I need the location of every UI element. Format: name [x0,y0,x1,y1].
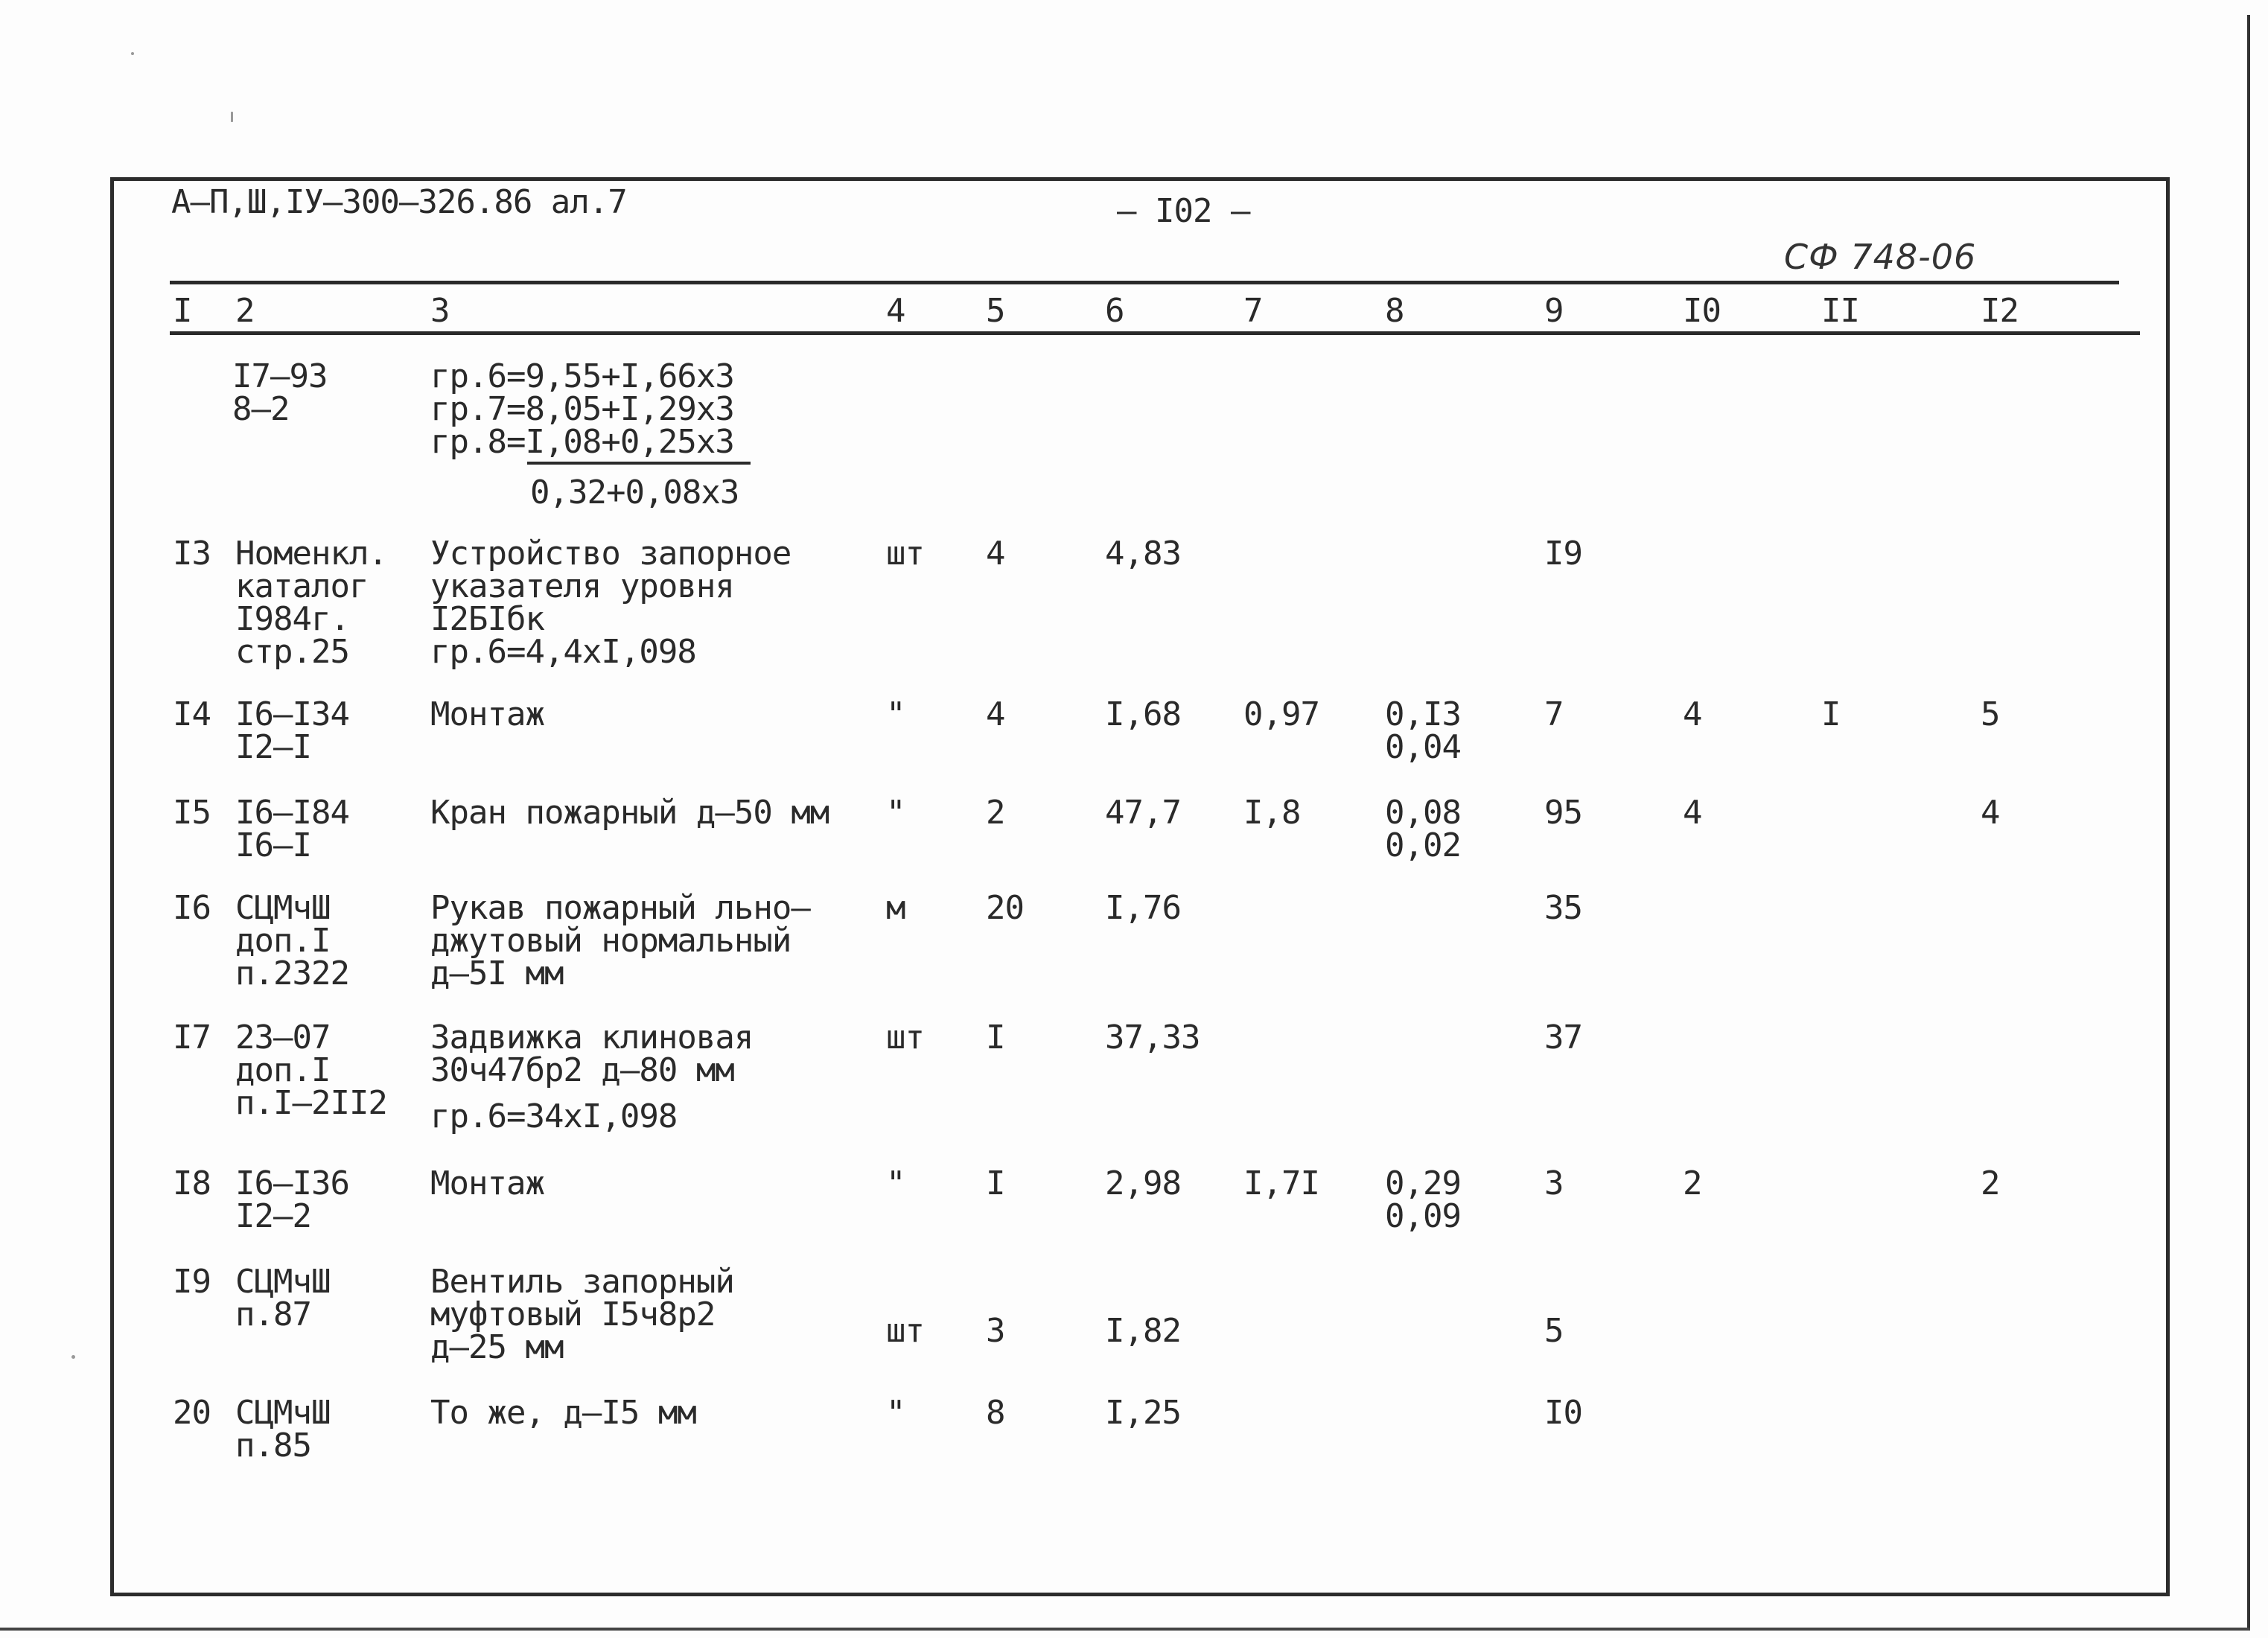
col-9: 3 [1544,1164,1564,1202]
norm-code: СЦМчШ п.85 [235,1394,331,1465]
norm-code: 23–07 доп.I п.I–2II2 [235,1019,387,1122]
column-header-7: 7 [1243,292,1263,330]
col-6: 47,7 [1105,794,1181,832]
description: Монтаж [430,695,544,733]
cont-formula-line: гр.6=9,55+I,66x3 [430,357,734,395]
col-6: I,82 [1105,1312,1181,1350]
col-6: I,76 [1105,889,1181,927]
cont-formula-line: гр.7=8,05+I,29x3 [430,390,734,428]
quantity: 4 [986,535,1005,573]
description: Рукав пожарный льно– джутовый нормальный д–5I мм [430,889,810,992]
col-8: 0,08 0,02 [1385,794,1461,864]
col-7: I,8 [1243,794,1301,832]
quantity: 3 [986,1312,1005,1350]
quantity: 20 [986,889,1024,927]
column-header-4: 4 [886,292,905,330]
cont-formula-lines [430,357,734,461]
description: Кран пожарный д–50 мм [430,794,829,832]
handwritten-stamp: СФ 748-06 [1784,237,1977,277]
header-rule-bottom [170,331,2140,335]
column-header-3: 3 [430,292,450,330]
description: Задвижка клиновая 30ч47бр2 д–80 мм [430,1019,754,1089]
quantity: I [986,1019,1005,1057]
col-10: 4 [1683,695,1702,733]
quantity: 8 [986,1394,1005,1432]
cont-formula-line: гр.8=I,08+0,25x3 [430,423,734,461]
unit: шт [886,1312,924,1350]
column-header-12: I2 [1981,292,2019,330]
scan-speck [71,1355,75,1359]
page-number: – I02 – [1117,192,1250,230]
row-number: I7 [173,1019,211,1057]
col-9: 35 [1544,889,1582,927]
col-7: I,7I [1243,1164,1319,1202]
quantity: I [986,1164,1005,1202]
document-designation: А–П,Ш,IУ–300–326.86 ал.7 [171,183,627,221]
col-11: I [1821,695,1841,733]
col-9: I9 [1544,535,1582,573]
column-header-9: 9 [1544,292,1564,330]
quantity: 2 [986,794,1005,832]
unit: шт [886,1019,924,1057]
col-12: 2 [1981,1164,2000,1202]
col-8: 0,29 0,09 [1385,1164,1461,1235]
col-12: 5 [1981,695,2000,733]
col-9: I0 [1544,1394,1582,1432]
header-rule-top [170,281,2119,284]
description: Вентиль запорный муфтовый I5ч8р2 д–25 мм [430,1263,734,1366]
column-header-8: 8 [1385,292,1404,330]
column-header-2: 2 [235,292,255,330]
norm-code: Номенкл. каталог I984г. стр.25 [235,535,387,671]
column-header-6: 6 [1105,292,1124,330]
col-6: I,68 [1105,695,1181,733]
norm-code: I6–I34 I2–I [235,695,349,766]
sheet-edge-right [2247,15,2250,1631]
unit: м [886,889,905,927]
unit: " [886,1394,905,1432]
unit: шт [886,535,924,573]
unit: " [886,1164,905,1202]
column-header-5: 5 [986,292,1005,330]
col-9: 37 [1544,1019,1582,1057]
col-9: 5 [1544,1312,1564,1350]
row-number: 20 [173,1394,211,1432]
col-6: 2,98 [1105,1164,1181,1202]
column-header-10: I0 [1683,292,1721,330]
column-header-11: II [1821,292,1859,330]
col-7: 0,97 [1243,695,1319,733]
page-frame [110,177,2170,1596]
row-number: I4 [173,695,211,733]
col-9: 95 [1544,794,1582,832]
row-number: I8 [173,1164,211,1202]
description: То же, д–I5 мм [430,1394,696,1432]
unit: " [886,794,905,832]
col-6: I,25 [1105,1394,1181,1432]
row-number: I6 [173,889,211,927]
cont-code: I7–93 8–2 [232,357,328,428]
row-number: I9 [173,1263,211,1301]
description: Устройство запорное указателя уровня I2БIбк гр.6=4,4xI,098 [430,535,791,671]
norm-code: СЦМчШ доп.I п.2322 [235,889,349,992]
norm-code: СЦМчШ п.87 [235,1263,331,1333]
cont-denominator: 0,32+0,08x3 [530,474,739,512]
norm-code: I6–I36 I2–2 [235,1164,349,1235]
col-8: 0,I3 0,04 [1385,695,1461,766]
scan-speck [231,112,233,122]
col-10: 4 [1683,794,1702,832]
scan-speck [131,52,134,55]
col-12: 4 [1981,794,2000,832]
description: Монтаж [430,1164,544,1202]
sheet-edge-bottom [0,1628,2250,1631]
description-note: гр.6=34xI,098 [430,1097,678,1135]
row-number: I3 [173,535,211,573]
quantity: 4 [986,695,1005,733]
row-number: I5 [173,794,211,832]
fraction-bar [527,462,751,465]
col-10: 2 [1683,1164,1702,1202]
norm-code: I6–I84 I6–I [235,794,349,864]
unit: " [886,695,905,733]
col-6: 37,33 [1105,1019,1200,1057]
col-6: 4,83 [1105,535,1181,573]
column-header-1: I [173,292,192,330]
col-9: 7 [1544,695,1564,733]
